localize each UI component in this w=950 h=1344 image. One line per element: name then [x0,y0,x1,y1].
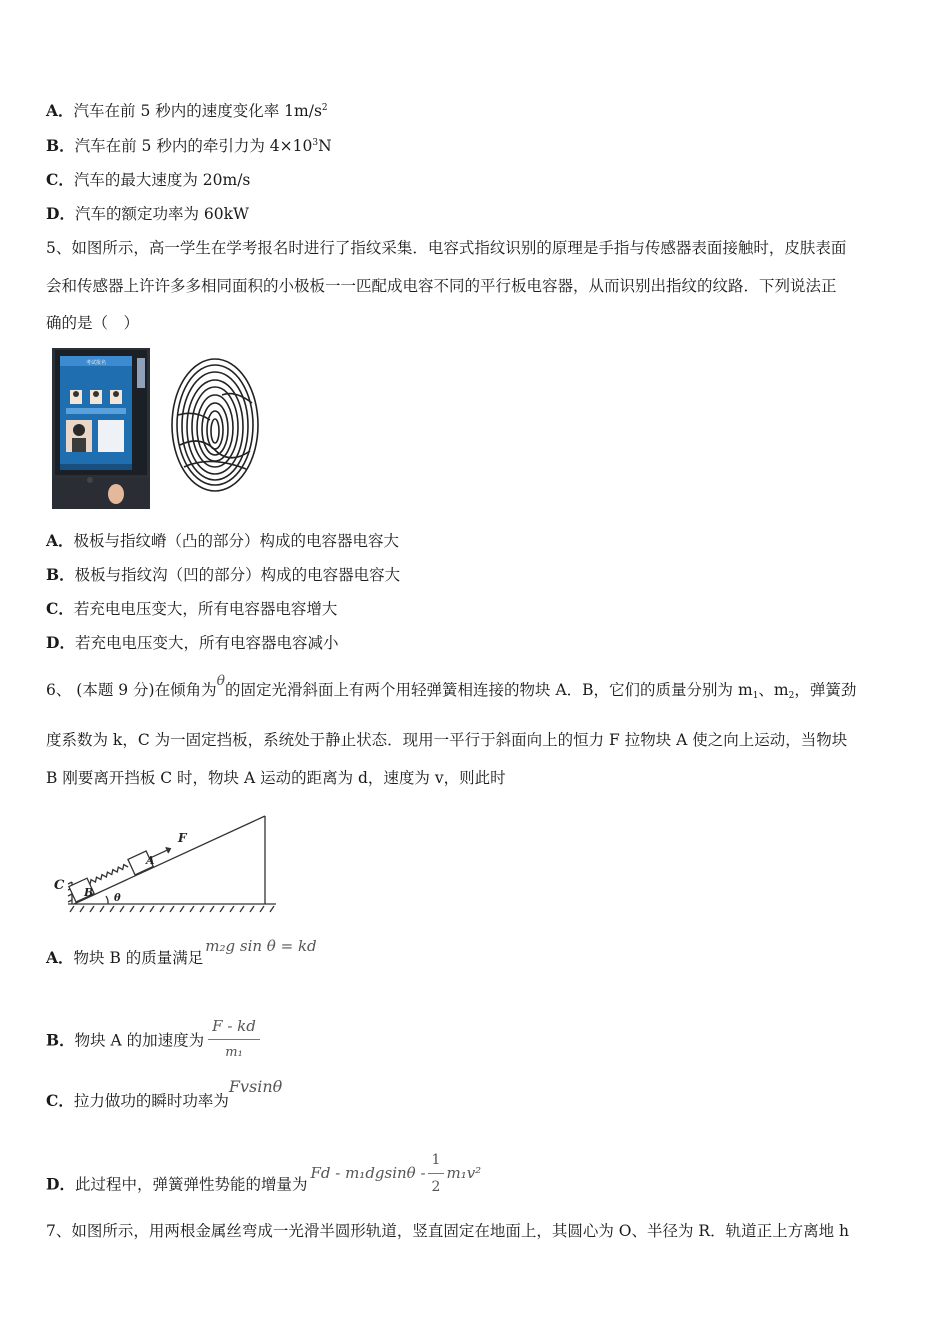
q6-option-a [46,937,317,968]
option-text: 物块 A 的加速度为 [74,1031,205,1050]
option-text: 汽车的最大速度为 20m/s [73,171,251,189]
option-letter: B． [46,1030,75,1050]
q5-stem-line-1: 5、如图所示，高一学生在学考报名时进行了指纹采集．电容式指纹识别的原理是手指与传感器表面接触时，皮肤表面 [46,239,847,257]
option-letter: A． [46,531,74,550]
fraction-b [208,1016,260,1063]
kiosk-photo [52,348,150,509]
option-text: 汽车在前 5 秒内的牵引力为 4×10 [74,137,313,155]
fingerprint-image [170,355,260,493]
superscript: 3 [312,138,319,148]
fraction-numerator: F - kd [208,1016,260,1040]
option-text: 若充电电压变大，所有电容器电容减小 [74,634,339,652]
option-letter: D． [46,204,75,223]
option-letter: A． [46,101,74,120]
q6-stem-part-c: ，弹簧劲 [794,681,857,699]
label-f: F [178,831,187,845]
fraction-numerator: 1 [428,1150,445,1174]
label-c: C [54,878,65,893]
q5-option-a [46,531,399,551]
option-text: 物块 B 的质量满足 [73,949,204,967]
option-letter: B． [46,565,75,584]
formula-c: Fvsinθ [228,1077,283,1096]
option-letter: A． [46,948,74,967]
option-letter: C． [46,599,74,618]
kiosk-screen-title: 考试报名 [85,360,107,366]
q6-stem-line-3: B 刚要离开挡板 C 时，物块 A 运动的距离为 d，速度为 v，则此时 [46,769,506,787]
option-text: 汽车在前 5 秒内的速度变化率 1m/s [73,102,322,120]
formula-a: m₂g sin θ = kd [205,937,317,955]
theta-symbol: θ [216,673,226,689]
q4-option-a [46,101,328,121]
q4-option-d [46,204,249,224]
option-text: 极板与指纹沟（凹的部分）构成的电容器电容大 [74,566,401,584]
option-text: 汽车的额定功率为 60kW [74,205,249,223]
incline-diagram-svg [50,812,280,914]
q6-option-d [46,1152,482,1209]
fraction-half [428,1150,445,1197]
q4-option-c [46,170,250,190]
option-text: 拉力做功的瞬时功率为 [73,1092,229,1110]
separator: 、m [758,681,789,699]
q4-option-b [46,136,332,156]
q6-option-c [46,1077,283,1111]
q6-stem-line-2: 度系数为 k，C 为一固定挡板，系统处于静止状态．现用一平行于斜面向上的恒力 F 拉物块 A 使之向上运动，当物块 [46,731,848,749]
q5-stem-line-2: 会和传感器上许许多多相同面积的小极板一一匹配成电容不同的平行板电容器，从而识别出指纹的纹路．下列说法正 [46,277,837,295]
q6-option-b [46,1018,260,1065]
q5-stem-line-3: 确的是（ ） [46,314,140,332]
q5-option-c [46,599,337,619]
subscript: 2 [788,691,795,701]
option-text: 此过程中，弹簧弹性势能的增量为 [74,1175,308,1194]
q5-option-b [46,565,400,585]
kiosk-photo-image [52,348,150,509]
fraction-denominator: m₁ [225,1045,243,1060]
subscript: 1 [752,691,759,701]
q6-stem-line-1 [46,673,908,701]
label-b: B [84,886,94,899]
label-a: A [146,854,155,867]
option-letter: B． [46,136,75,155]
formula-d-part-2: m₁v² [446,1163,482,1182]
formula-d-part-1: Fd - m₁dgsinθ - [310,1163,426,1182]
option-letter: D． [46,633,75,652]
option-letter: C． [46,1091,74,1110]
q6-stem-part-a: 6、 (本题 9 分)在倾角为 [46,681,217,699]
option-unit: N [318,137,332,155]
fraction-denominator: 2 [431,1179,441,1195]
option-text: 极板与指纹嵴（凸的部分）构成的电容器电容大 [73,532,400,550]
superscript: 2 [321,103,328,113]
fingerprint-icon [170,355,260,493]
option-letter: C． [46,170,74,189]
q6-stem-part-b: 的固定光滑斜面上有两个用轻弹簧相连接的物块 A．B，它们的质量分别为 m [225,681,753,699]
option-letter: D． [46,1174,75,1194]
q5-option-d [46,633,338,653]
q7-stem-line-1: 7、如图所示，用两根金属丝弯成一光滑半圆形轨道，竖直固定在地面上，其圆心为 O、半径为 R．轨道正上方离地 h [46,1222,850,1240]
option-text: 若充电电压变大，所有电容器电容增大 [73,600,338,618]
label-theta: θ [114,893,121,904]
incline-diagram [50,812,280,914]
